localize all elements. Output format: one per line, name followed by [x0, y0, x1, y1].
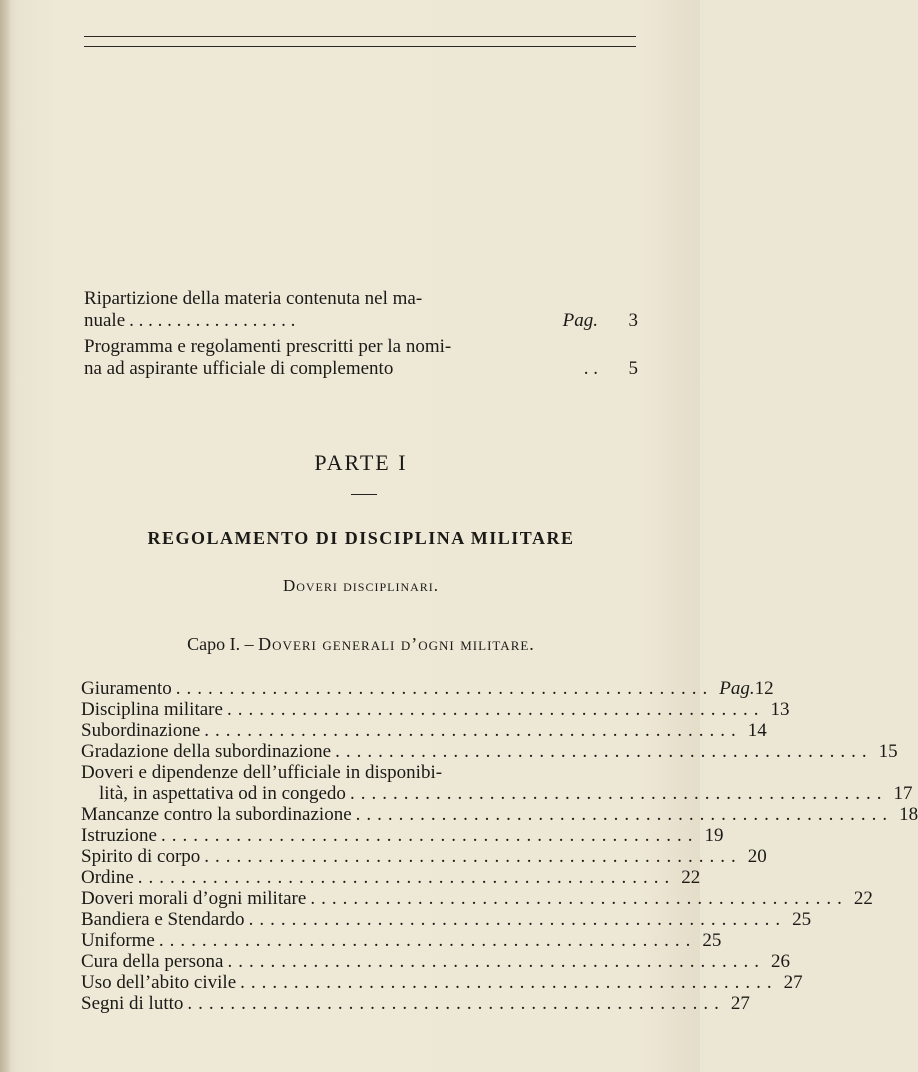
toc-entry-title: Subordinazione [81, 720, 201, 741]
dot-leader: .................................................. [355, 804, 894, 825]
intro-entry-line2: na ad aspirante ufficiale di complemento [84, 358, 394, 379]
toc-page-number: 25 [792, 909, 812, 930]
dot-leader: .................................................. [335, 741, 873, 762]
toc-entry-title: Giuramento [81, 678, 172, 699]
toc-page-number: 18 [899, 804, 918, 825]
header-rule-lower [84, 46, 636, 47]
dot-leader: . . . . . . . . . . . . . . . . . . [129, 310, 296, 331]
dot-leader: .................................................. [158, 930, 697, 951]
toc-page-number: 22 [681, 867, 701, 888]
toc-entry [81, 867, 701, 888]
intro-entry [84, 288, 638, 332]
dot-leader: .................................................. [137, 867, 676, 888]
toc-entry-title: Doveri morali d’ogni militare [81, 888, 307, 909]
dot-leader: .................................................. [160, 825, 699, 846]
chapter-heading [84, 634, 638, 655]
toc-entry [81, 678, 774, 699]
dot-leader: .................................................. [240, 972, 778, 993]
part-title: PARTE I [314, 450, 408, 475]
toc-page-number: 14 [747, 720, 767, 741]
toc-entry-title: Uso dell’abito civile [81, 972, 237, 993]
toc-page-number: 20 [747, 846, 767, 867]
toc-page-number: 27 [730, 993, 750, 1014]
toc-entry [81, 804, 918, 825]
toc-entry-title: Gradazione della subordinazione [81, 741, 332, 762]
toc-entry [81, 825, 724, 846]
page-number: 3 [628, 310, 638, 331]
toc-entry [81, 930, 722, 951]
toc-entry [81, 846, 767, 867]
toc-entry-title-continued: lità, in aspettativa od in congedo [99, 783, 346, 804]
dot-leader: .................................................. [226, 699, 765, 720]
toc-entry [81, 993, 750, 1014]
toc-entry-title: Mancanze contro la subordinazione [81, 804, 352, 825]
dot-leader: .................................................. [227, 951, 765, 972]
toc-page-number: 12 [754, 678, 774, 699]
toc-page-number: 27 [783, 972, 803, 993]
dot-leader: .................................................. [204, 720, 742, 741]
regulation-title: REGOLAMENTO DI DISCIPLINA MILITARE [147, 528, 575, 548]
toc-entry [81, 741, 898, 762]
part-divider [351, 494, 377, 495]
toc-page-number: 19 [704, 825, 724, 846]
toc-entry [81, 720, 767, 741]
dot-leader: .................................................. [175, 678, 714, 699]
toc-entry-title: Doveri e dipendenze dell’ufficiale in disponibi- [81, 762, 443, 783]
table-of-contents [81, 678, 918, 1014]
toc-entry-title: Disciplina militare [81, 699, 223, 720]
toc-entry [81, 909, 812, 930]
toc-page-number: 13 [770, 699, 790, 720]
section-title: Doveri disciplinari. [282, 576, 440, 595]
dot-leader: .................................................. [204, 846, 742, 867]
intro-entry-line2: nuale [84, 310, 126, 331]
intro-entry [84, 336, 638, 380]
chapter-title: Doveri generali d’ogni militare. [258, 634, 535, 654]
header-rule-upper [84, 36, 636, 37]
toc-page-number: 22 [853, 888, 873, 909]
toc-page-number: 15 [878, 741, 898, 762]
toc-entry [81, 972, 803, 993]
toc-entry-title: Cura della persona [81, 951, 224, 972]
page-spine-shadow [0, 0, 10, 1072]
toc-entry-title: Ordine [81, 867, 134, 888]
chapter-prefix: Capo I. – [187, 634, 254, 654]
dot-leader: .................................................. [310, 888, 848, 909]
page-number: 5 [628, 358, 638, 379]
dot-leader: .................................................. [248, 909, 787, 930]
toc-page-number: 17 [893, 783, 913, 804]
intro-entries [84, 288, 638, 380]
toc-entry-title: Spirito di corpo [81, 846, 201, 867]
toc-entry-title: Segni di lutto [81, 993, 184, 1014]
dot-leader: . . [583, 358, 598, 379]
toc-entry-title: Istruzione [81, 825, 157, 846]
toc-entry [81, 888, 873, 909]
toc-entry-title: Uniforme [81, 930, 155, 951]
toc-entry [81, 951, 790, 972]
toc-page-number: 25 [702, 930, 722, 951]
pag-label: Pag. [719, 678, 755, 699]
intro-entry-line1: Programma e regolamenti prescritti per la nomi- [84, 336, 452, 357]
dot-leader: .................................................. [349, 783, 888, 804]
toc-entry-title: Bandiera e Stendardo [81, 909, 245, 930]
toc-entry [81, 762, 913, 804]
intro-entry-line1: Ripartizione della materia contenuta nel ma- [84, 288, 423, 309]
dot-leader: .................................................. [187, 993, 725, 1014]
toc-page-number: 26 [770, 951, 790, 972]
pag-label: Pag. [562, 310, 598, 331]
toc-entry [81, 699, 790, 720]
